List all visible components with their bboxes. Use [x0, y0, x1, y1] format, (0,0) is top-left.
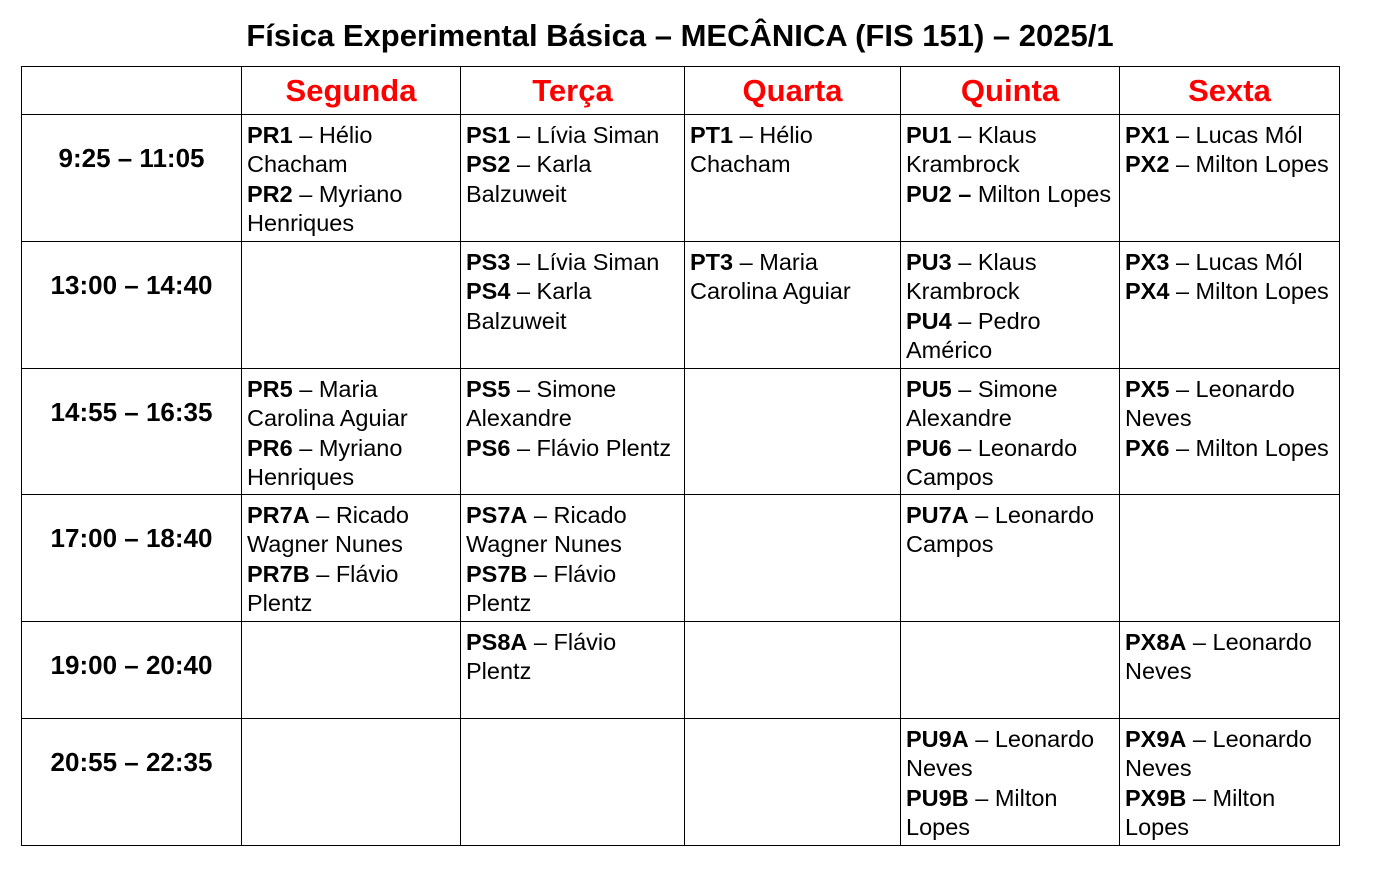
class-slot: [685, 242, 901, 369]
class-entry: [247, 501, 455, 560]
class-slot: [1120, 242, 1340, 369]
instructor-name: – Myriano Henriques: [247, 180, 403, 236]
class-slot: [685, 622, 901, 719]
class-slot: [1120, 115, 1340, 242]
schedule-row: [22, 622, 1340, 719]
instructor-name: – Karla Balzuweit: [466, 151, 592, 207]
class-slot: [901, 622, 1120, 719]
day-header: Segunda: [242, 67, 461, 115]
class-slot: [1120, 495, 1340, 622]
instructor-name: – Milton Lopes: [1169, 151, 1329, 178]
class-slot: [242, 369, 461, 495]
class-entry: [1125, 628, 1334, 687]
instructor-name: – Maria Carolina Aguiar: [690, 249, 851, 305]
instructor-name: – Myriano Henriques: [247, 434, 403, 490]
class-code: PU7A: [906, 502, 969, 528]
day-header: Quarta: [685, 67, 901, 115]
class-entry: [466, 277, 679, 336]
class-entry: [247, 434, 455, 493]
class-code: PR7B: [247, 560, 310, 587]
class-code: PX6: [1125, 434, 1170, 461]
class-entry: [466, 434, 679, 463]
class-slot: [242, 622, 461, 719]
class-code: PR1: [247, 122, 293, 148]
time-slot: 19:00 – 20:40: [22, 622, 242, 719]
schedule-body: [22, 67, 1340, 846]
class-code: PX9A: [1125, 726, 1187, 752]
instructor-name: Milton Lopes: [971, 180, 1112, 207]
class-slot: [242, 719, 461, 846]
class-entry: [906, 248, 1114, 307]
corner-cell: [22, 67, 242, 115]
class-code: PX5: [1125, 376, 1170, 402]
class-entry: [1125, 784, 1334, 843]
instructor-name: – Milton Lopes: [1169, 278, 1329, 305]
instructor-name: – Milton Lopes: [1169, 434, 1329, 461]
day-header: Quinta: [901, 67, 1120, 115]
class-code: PX4: [1125, 278, 1170, 305]
class-slot: [685, 369, 901, 495]
class-code: PS8A: [466, 629, 528, 655]
class-code: PU9A: [906, 726, 969, 752]
class-code: PS4: [466, 278, 511, 305]
page-title: Física Experimental Básica – MECÂNICA (FIS 151) – 2025/1: [246, 18, 1114, 53]
instructor-name: – Karla Balzuweit: [466, 278, 592, 334]
instructor-name: – Hélio Chacham: [690, 122, 813, 178]
instructor-name: – Flávio Plentz: [466, 629, 617, 685]
class-slot: [461, 242, 685, 369]
class-code: PX9B: [1125, 784, 1187, 811]
class-slot: [901, 369, 1120, 495]
class-code: PX2: [1125, 151, 1170, 178]
class-entry: [466, 375, 679, 434]
class-code: PS5: [466, 376, 511, 402]
class-slot: [242, 495, 461, 622]
class-code: PS1: [466, 122, 511, 148]
class-slot: [461, 369, 685, 495]
class-entry: [466, 248, 679, 277]
schedule-table: [21, 66, 1340, 846]
instructor-name: – Ricado Wagner Nunes: [466, 502, 627, 558]
schedule-row: [22, 719, 1340, 846]
instructor-name: – Simone Alexandre: [466, 376, 617, 432]
class-entry: [1125, 375, 1334, 434]
class-entry: [247, 375, 455, 434]
class-code: PS6: [466, 434, 511, 461]
time-slot: 20:55 – 22:35: [22, 719, 242, 846]
class-slot: [685, 719, 901, 846]
class-entry: [466, 150, 679, 209]
instructor-name: – Lucas Mól: [1169, 249, 1303, 275]
class-code: PT3: [690, 249, 734, 275]
time-slot: 14:55 – 16:35: [22, 369, 242, 495]
instructor-name: – Klaus Krambrock: [906, 249, 1037, 305]
class-slot: [461, 495, 685, 622]
class-code: PS7A: [466, 502, 528, 528]
class-slot: [685, 115, 901, 242]
class-entry: [1125, 150, 1334, 179]
class-slot: [242, 115, 461, 242]
class-code: PT1: [690, 122, 734, 148]
class-entry: [1125, 434, 1334, 463]
class-slot: [1120, 622, 1340, 719]
class-code: PU1: [906, 122, 952, 148]
time-slot: 17:00 – 18:40: [22, 495, 242, 622]
class-code: PX8A: [1125, 629, 1187, 655]
instructor-name: – Leonardo Neves: [906, 726, 1095, 782]
class-entry: [247, 121, 455, 180]
day-header: Terça: [461, 67, 685, 115]
class-entry: [247, 560, 455, 619]
class-code: PR6: [247, 434, 293, 461]
schedule-row: [22, 369, 1340, 495]
class-entry: [1125, 121, 1334, 150]
class-entry: [906, 375, 1114, 434]
time-slot: 13:00 – 14:40: [22, 242, 242, 369]
class-slot: [901, 115, 1120, 242]
instructor-name: – Lívia Siman: [510, 122, 660, 148]
class-entry: [466, 560, 679, 619]
instructor-name: – Milton Lopes: [906, 784, 1058, 840]
class-slot: [461, 622, 685, 719]
class-entry: [906, 725, 1114, 784]
instructor-name: – Leonardo Neves: [1125, 376, 1295, 432]
class-code: PR5: [247, 376, 293, 402]
instructor-name: – Milton Lopes: [1125, 784, 1276, 840]
class-entry: [466, 501, 679, 560]
class-entry: [1125, 277, 1334, 306]
instructor-name: – Leonardo Campos: [906, 434, 1078, 490]
class-slot: [901, 719, 1120, 846]
class-code: PU4: [906, 307, 952, 334]
class-slot: [901, 495, 1120, 622]
class-code: PX1: [1125, 122, 1170, 148]
instructor-name: – Ricado Wagner Nunes: [247, 502, 409, 558]
day-header: Sexta: [1120, 67, 1340, 115]
class-slot: [461, 115, 685, 242]
class-code: PU9B: [906, 784, 969, 811]
instructor-name: – Pedro Américo: [906, 307, 1041, 363]
class-entry: [906, 784, 1114, 843]
class-slot: [685, 495, 901, 622]
schedule-row: [22, 115, 1340, 242]
class-code: PR2: [247, 180, 293, 207]
class-entry: [1125, 248, 1334, 277]
header-row: [22, 67, 1340, 115]
class-entry: [466, 121, 679, 150]
schedule-row: [22, 242, 1340, 369]
class-code: PU3: [906, 249, 952, 275]
instructor-name: – Leonardo Campos: [906, 502, 1095, 558]
class-slot: [242, 242, 461, 369]
instructor-name: – Lívia Siman: [510, 249, 660, 275]
class-entry: [906, 307, 1114, 366]
class-entry: [1125, 725, 1334, 784]
instructor-name: – Leonardo Neves: [1125, 726, 1312, 782]
class-code: PU6: [906, 434, 952, 461]
class-slot: [901, 242, 1120, 369]
class-code: PS3: [466, 249, 511, 275]
instructor-name: – Hélio Chacham: [247, 122, 373, 178]
class-entry: [247, 180, 455, 239]
class-entry: [906, 121, 1114, 180]
instructor-name: – Leonardo Neves: [1125, 629, 1312, 685]
instructor-name: – Flávio Plentz: [247, 560, 399, 616]
class-entry: [690, 248, 895, 307]
class-entry: [466, 628, 679, 687]
class-code: PX3: [1125, 249, 1170, 275]
class-code: PR7A: [247, 502, 310, 528]
class-slot: [461, 719, 685, 846]
class-entry: [906, 501, 1114, 560]
instructor-name: – Maria Carolina Aguiar: [247, 376, 408, 432]
class-slot: [1120, 719, 1340, 846]
instructor-name: – Klaus Krambrock: [906, 122, 1037, 178]
instructor-name: – Flávio Plentz: [510, 434, 672, 461]
instructor-name: – Simone Alexandre: [906, 376, 1058, 432]
class-code: PU5: [906, 376, 952, 402]
class-entry: [906, 180, 1114, 209]
schedule-row: [22, 495, 1340, 622]
time-slot: 9:25 – 11:05: [22, 115, 242, 242]
instructor-name: – Flávio Plentz: [466, 560, 617, 616]
instructor-name: – Lucas Mól: [1169, 122, 1303, 148]
class-code: PS2: [466, 151, 511, 178]
class-slot: [1120, 369, 1340, 495]
class-code: PS7B: [466, 560, 528, 587]
class-entry: [906, 434, 1114, 493]
class-entry: [690, 121, 895, 180]
class-code: PU2 –: [906, 180, 972, 207]
